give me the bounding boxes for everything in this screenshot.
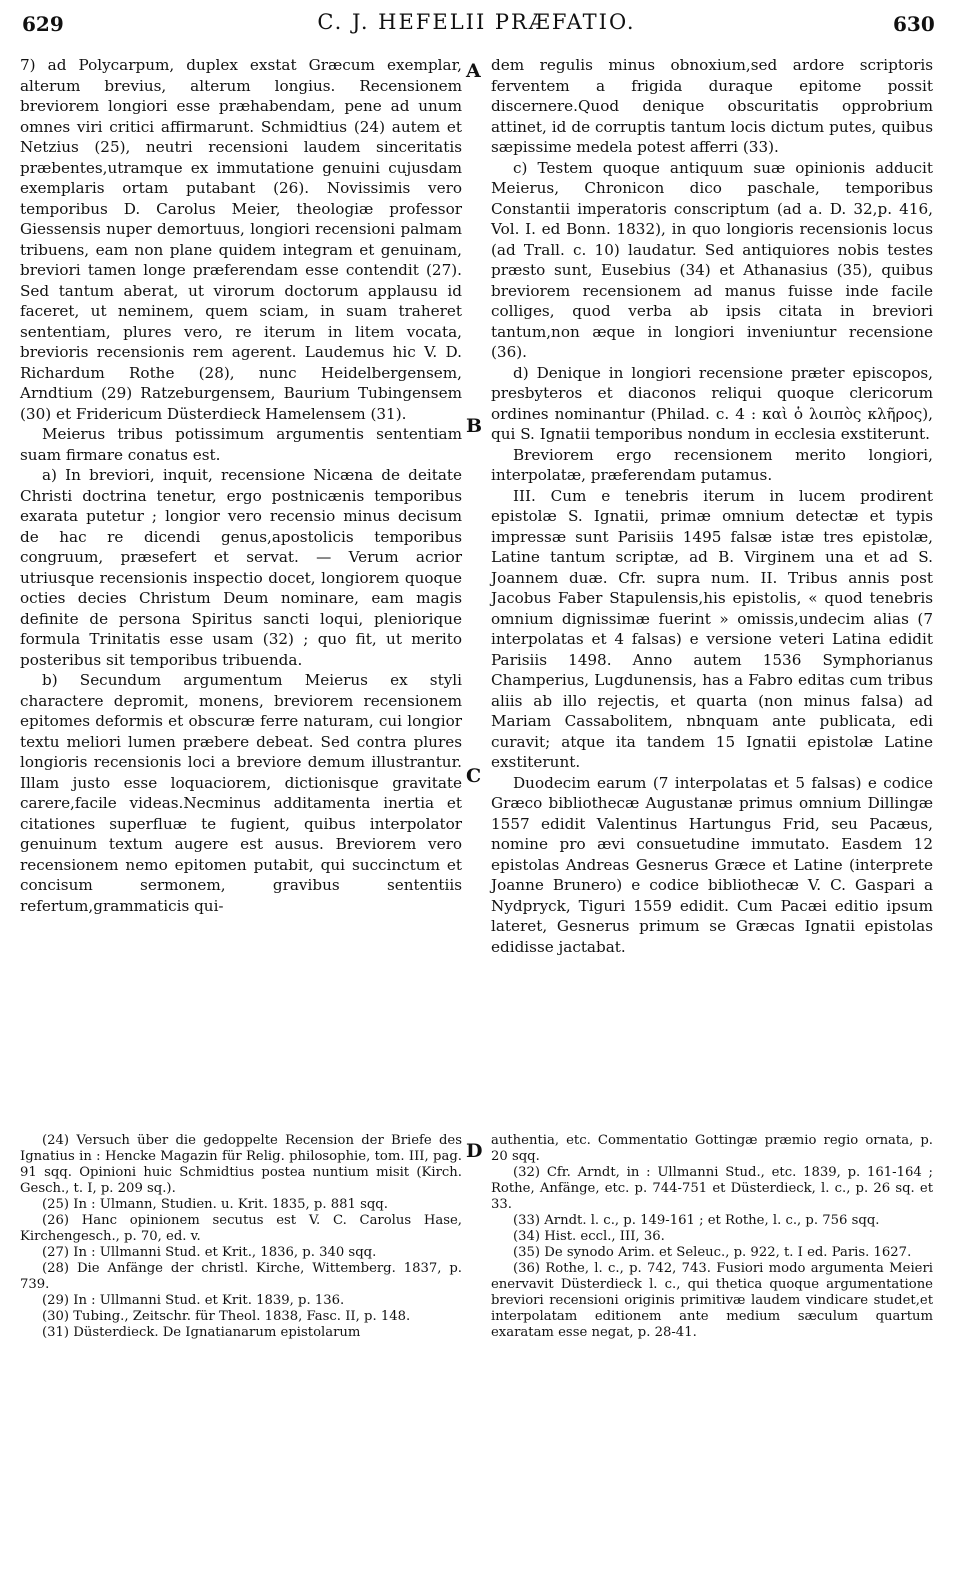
footnote: authentia, etc. Commentatio Gottingæ præmio regio ornata, p. 20 sqq. (491, 1133, 933, 1164)
footnote: (28) Die Anfänge der christl. Kirche, Wittemberg. 1837, p. 739. (20, 1261, 462, 1292)
paragraph: III. Cum e tenebris iterum in lucem prodirent epistolæ S. Ignatii, primæ omnium detectæ et typis impressæ sunt Parisiis 1495 falsæ istæ tres epistolæ, Latine tantum scriptæ, ad B. Virginem una et ad S. Joannem duæ. Cfr. supra num. II. Tribus annis post Jacobus Faber Stapulensis,his epistolis, « quod tenebris omnium dignissimæ fuerint » omissis,undecim alias (7 interpolatas et 4 falsas) e versione veteri Latina edidit Parisiis 1498. Anno autem 1536 Symphorianus Champerius, Lugdunensis, has a Fabro editas cum tribus aliis ab illo rejectis, et quarta (non minus falsa) ad Mariam Cassabolitem, nbnquam ante publicata, edi curavit; atque ita tandem 15 Ignatii epistolæ Latine exstiterunt. (491, 486, 933, 771)
margin-marker-c: C (466, 765, 482, 787)
footnotes-left (20, 1133, 462, 1341)
paragraph: dem regulis minus obnoxium,sed ardore scriptoris ferventem a frigida duraque epitome possit discernere.Quod denique obscuritatis opprobrium attinet, id de corruptis tantum locis dictum putes, quibus sæpissime medela potest afferri (33). (491, 56, 933, 156)
footnote: (33) Arndt. l. c., p. 149-161 ; et Rothe, l. c., p. 756 sqq. (513, 1213, 880, 1228)
paragraph: Meierus tribus potissimum argumentis sententiam suam firmare conatus est. (20, 425, 462, 464)
footnote: (24) Versuch über die gedoppelte Recension der Briefe des Ignatius in : Hencke Magazin für Relig. philosophie, tom. III, pag. 91 sqq. Opinioni huic Schmidtius postea nuntium misit (Kirch. Gesch., t. I, p. 209 sq.). (20, 1133, 462, 1196)
footnote: (36) Rothe, l. c., p. 742, 743. Fusiori modo argumenta Meieri enervavit Düsterdieck l. c., qui thetica quoque argumentatione breviori recensioni originis primitivæ laudem vindicare studet,et interpolatam editionem ante medium sæculum quartum exaratam esse negat, p. 28-41. (491, 1261, 933, 1340)
margin-marker-a: A (466, 60, 481, 82)
footnote: (25) In : Ulmann, Studien. u. Krit. 1835, p. 881 sqq. (42, 1197, 388, 1212)
footnote: (32) Cfr. Arndt, in : Ullmanni Stud., etc. 1839, p. 161-164 ; Rothe, Anfänge, etc. p. 744-751 et Düsterdieck, l. c., p. 26 sq. et 33. (491, 1165, 933, 1212)
footnote: (26) Hanc opinionem secutus est V. C. Carolus Hase, Kirchengesch., p. 70, ed. v. (20, 1213, 462, 1244)
footnotes-right (491, 1133, 933, 1341)
paragraph: b) Secundum argumentum Meierus ex styli charactere depromit, monens, breviorem recensionem epitomes deformis et obscuræ ferre naturam, cui longior textu meliori lumen præbere debeat. Sed contra plures longioris recensionis loci a breviore demum illustrantur. Illam justo esse loquaciorem, dictionisque gravitate carere,facile videas.Necminus additamenta inertia et citationes superfluæ te fugient, quibus interpolator genuinum textum augere est ausus. Breviorem vero recensionem nemo epitomen putabit, qui succinctum et concisum sermonem, gravibus sententiis refertum,grammaticis qui- (20, 671, 462, 915)
page-number-right: 630 (893, 12, 935, 36)
footnote: (27) In : Ullmanni Stud. et Krit., 1836, p. 340 sqq. (42, 1245, 377, 1260)
left-column (20, 55, 462, 916)
footnote: (29) In : Ullmanni Stud. et Krit. 1839, p. 136. (42, 1293, 345, 1308)
paragraph: Duodecim earum (7 interpolatas et 5 falsas) e codice Græco bibliothecæ Augustanæ primus omnium Dillingæ 1557 edidit Valentinus Hartungus Frid, seu Pacæus, nomine pro ævi consuetudine immutato. Easdem 12 epistolas Andreas Gesnerus Græce et Latine (interprete Joanne Brunero) e codice bibliothecæ V. C. Gaspari a Nydpryck, Tiguri 1559 edidit. Cum Pacæi editio ipsum lateret, Gesnerus primum se Græcas Ignatii epistolas edidisse jactabat. (491, 773, 933, 956)
footnote: (31) Düsterdieck. De Ignatianarum epistolarum (42, 1325, 361, 1340)
right-column (491, 55, 933, 957)
paragraph: a) In breviori, inquit, recensione Nicæna de deitate Christi doctrina tenetur, ergo postnicænis temporibus exarata putetur ; longior vero recensio minus decisum de hac re dicendi genus,apostolicis temporibus congruum, præsefert et servat. — Verum acrior utriusque recensionis inspectio docet, longiorem quoque octies decies Christum Deum nominare, eam magis definite de persona Spiritus sancti loqui, pleniorique formula Trinitatis esse usam (32) ; quo fit, ut merito posteribus sit temporibus tribuenda. (20, 466, 462, 669)
running-title: C. J. HEFELII PRÆFATIO. (317, 10, 636, 34)
paragraph: Breviorem ergo recensionem merito longiori, interpolatæ, præferendam putamus. (491, 445, 933, 484)
paragraph: c) Testem quoque antiquum suæ opinionis adducit Meierus, Chronicon dico paschale, temporibus Constantii imperatoris conscriptum (ad a. D. 32,p. 416, Vol. I. ed Bonn. 1832), in quo longioris recensionis locus (ad Trall. c. 10) laudatur. Sed antiquiores nobis testes præsto sunt, Eusebius (34) et Athanasius (35), quibus breviorem recensionem ad manus fuisse inde facile colliges, quod verba ab ipsis citata in breviori tantum,non æque in longiori inveniuntur recensione (36). (491, 158, 933, 361)
margin-marker-d: D (466, 1140, 483, 1162)
footnote: (35) De synodo Arim. et Seleuc., p. 922, t. I ed. Paris. 1627. (513, 1245, 912, 1260)
page-header (0, 0, 953, 40)
margin-marker-b: B (466, 415, 483, 437)
footnote: (30) Tubing., Zeitschr. für Theol. 1838, Fasc. II, p. 148. (42, 1309, 411, 1324)
paragraph: d) Denique in longiori recensione præter episcopos, presbyteros et diaconos reliqui quoque clericorum ordines nominantur (Philad. c. 4 : καὶ ὁ λοιπὸς κλῆρος), qui S. Ignatii temporibus nondum in ecclesia exstiterunt. (491, 363, 933, 443)
footnote: (34) Hist. eccl., III, 36. (513, 1229, 665, 1244)
paragraph: 7) ad Polycarpum, duplex exstat Græcum exemplar, alterum brevius, alterum longius. Recensionem breviorem longiori esse præhabendam, pene ad unum omnes viri critici affirmarunt. Schmidtius (24) autem et Netzius (25), neutri recensioni laudem sinceritatis præbentes,utramque ex immutatione genuini cujusdam exemplaris ortam putabant (26). Novissimis vero temporibus D. Carolus Meier, theologiæ professor Giessensis nuper demortuus, longiori recensioni palmam tribuens, eam non plane quidem integram et genuinam, breviori tamen longe præferendam esse contendit (27). Sed tantum aberat, ut virorum doctorum applausu id faceret, ut neminem, quem sciam, in suam traheret sententiam, plures vero, re iterum in litem vocata, brevioris recensionis rem agerent. Laudemus hic V. D. Richardum Rothe (28), nunc Heidelbergensem, Arndtium (29) Ratzeburgensem, Baurium Tubingensem (30) et Fridericum Düsterdieck Hamelensem (31). (20, 56, 462, 423)
page-number-left: 629 (22, 12, 64, 36)
